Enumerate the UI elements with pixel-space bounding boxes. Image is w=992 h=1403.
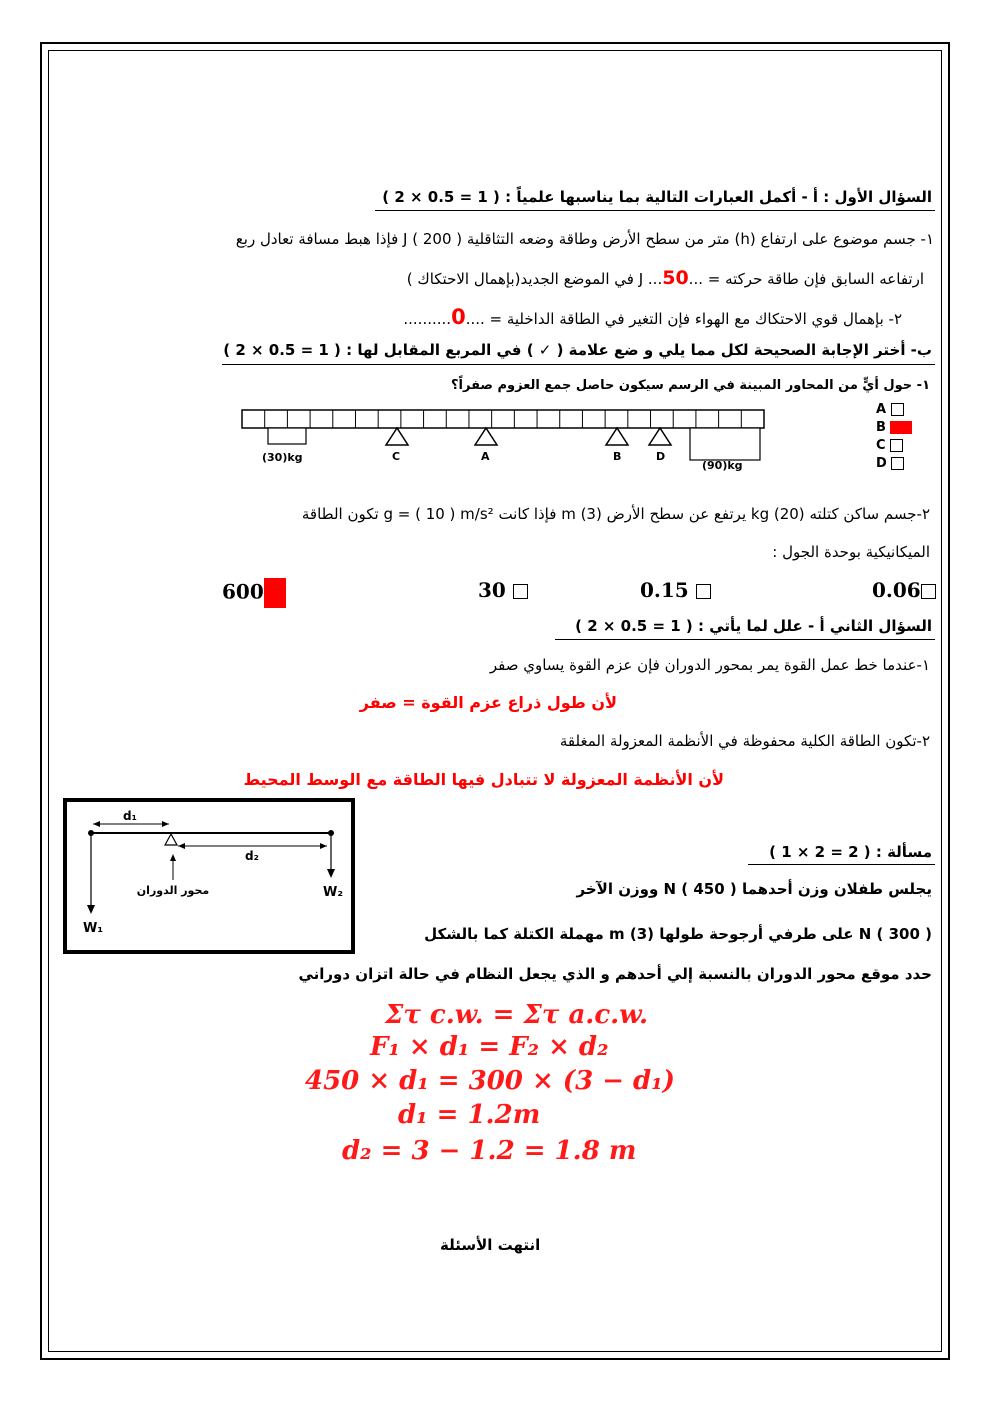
beam-diagram (240, 405, 770, 475)
checkbox-006[interactable] (921, 584, 936, 599)
checkbox-a[interactable] (891, 403, 904, 416)
solution-line-2: F₁ × d₁ = F₂ × d₂ (370, 1032, 609, 1062)
pivot-a-label: A (481, 450, 490, 463)
q2-item1: ١-عندما خط عمل القوة يمر بمحور الدوران فإن عزم القوة يساوي صفر (489, 656, 930, 674)
problem-line3: حدد موقع محور الدوران بالنسبة إلي أحدهم و الذي يجعل النظام في حالة اتزان دوراني (298, 965, 932, 983)
solution-line-1: Στ c.w. = Στ a.c.w. (385, 1000, 649, 1030)
beam (242, 410, 764, 428)
b1-question: ١- حول أيٍّ من المحاور المبينة في الرسم سيكون حاصل جمع العزوم صفراً؟ (450, 378, 930, 393)
mass-right (690, 428, 760, 460)
b2-line1: ٢-جسم ساكن كتلته kg (20) يرتفع عن سطح الأرض m (3) فإذا كانت g = ( 10 ) m/s² تكون الطاقة (301, 505, 930, 523)
d2-label: d₂ (245, 849, 259, 863)
checkbox-600-selected[interactable] (264, 578, 286, 608)
solution-line-3: 450 × d₁ = 300 × (3 − d₁) (305, 1066, 675, 1096)
mass-left (268, 428, 306, 444)
part-b-underline (222, 364, 935, 365)
q1-item2-before: ٢- بإهمال قوي الاحتكاك مع الهواء فإن التغير في الطاقة الداخلية = .... (465, 310, 902, 328)
solution-line-5: d₂ = 3 − 1.2 = 1.8 m (342, 1136, 637, 1166)
pivot-label: محور الدوران (136, 884, 210, 897)
q2-item2-answer: لأن الأنظمة المعزولة لا تتبادل فيها الطاقة مع الوسط المحيط (243, 770, 724, 789)
q2-header: السؤال الثاني أ - علل لما يأتي : ( 1 = 0.5 × 2 ) (575, 617, 932, 635)
b2-line2: الميكانيكية بوحدة الجول : (772, 543, 930, 561)
checkbox-b-selected[interactable] (890, 421, 912, 434)
w1-label: W₁ (83, 921, 104, 936)
solution-line-4: d₁ = 1.2m (398, 1100, 541, 1130)
q1-header: السؤال الأول : أ - أكمل العبارات التالية بما يناسبها علمياً : ( 1 = 0.5 × 2 ) (382, 188, 932, 206)
q2-item1-answer: لأن طول ذراع عزم القوة = صفر (359, 693, 617, 712)
q1-item1-after: ... J في الموضع الجديد(بإهمال الاحتكاك ) (406, 270, 663, 288)
b2-option-30[interactable]: 30 (478, 578, 528, 602)
pivot-b (606, 428, 628, 463)
b2-option-600[interactable]: 600 (222, 578, 286, 608)
q1-item1-answer: 50 (662, 267, 689, 289)
pivot-a (475, 428, 497, 463)
pivot-c-label: C (392, 450, 401, 463)
checkbox-30[interactable] (513, 584, 528, 599)
q1-item2-after: .......... (403, 310, 452, 328)
pivot-d (649, 428, 671, 463)
q1-item2-answer: 0 (451, 305, 466, 329)
b1-option-a[interactable]: A (876, 401, 912, 419)
b1-options (876, 401, 912, 473)
part-b-title: ب- أختر الإجابة الصحيحة لكل مما يلي و ضع علامة ( ✓ ) في المربع المقابل لها : ( 1 = 0.5 × 2 ) (223, 341, 932, 359)
b1-option-c[interactable]: C (876, 437, 912, 455)
d1-label: d₁ (123, 809, 137, 823)
problem-header: مسألة : ( 2 = 2 × 1 ) (769, 843, 932, 861)
pivot-b-label: B (613, 450, 622, 463)
w2-label: W₂ (323, 885, 344, 900)
b1-option-d[interactable]: D (876, 455, 912, 473)
b2-option-006[interactable]: 0.06 (872, 578, 936, 602)
checkbox-d[interactable] (891, 457, 904, 470)
footer-end-of-questions: انتهت الأسئلة (440, 1236, 541, 1254)
b2-option-015[interactable]: 0.15 (640, 578, 711, 602)
mass-left-label: (30)kg (262, 451, 303, 464)
checkbox-c[interactable] (890, 439, 903, 452)
pivot-c (386, 428, 408, 463)
q2-item2: ٢-تكون الطاقة الكلية محفوظة في الأنظمة المعزولة المغلقة (559, 732, 930, 750)
q1-item2 (403, 305, 902, 329)
problem-header-underline (748, 864, 935, 865)
q1-header-underline (375, 210, 935, 211)
checkbox-015[interactable] (696, 584, 711, 599)
b1-option-b[interactable]: B (876, 419, 912, 437)
problem-line2: N ( 300 ) على طرفي أرجوحة طولها m (3) مهملة الكتلة كما بالشكل (424, 925, 932, 943)
q2-header-underline (555, 639, 935, 640)
q1-item1-line2 (407, 267, 924, 289)
problem-line1: يجلس طفلان وزن أحدهما N ( 450 ) ووزن الآخر (576, 880, 932, 898)
seesaw-diagram (63, 798, 355, 954)
q1-item1-before: ارتفاعه السابق فإن طاقة حركته = ... (688, 270, 924, 288)
mass-right-label: (90)kg (702, 459, 743, 472)
pivot-d-label: D (656, 450, 666, 463)
q1-item1-line1: ١- جسم موضوع على ارتفاع (h) متر من سطح الأرض وطاقة وضعه التثاقلية J ( 200 ) فإذا هبط مسافة تعادل ربع (235, 230, 934, 248)
